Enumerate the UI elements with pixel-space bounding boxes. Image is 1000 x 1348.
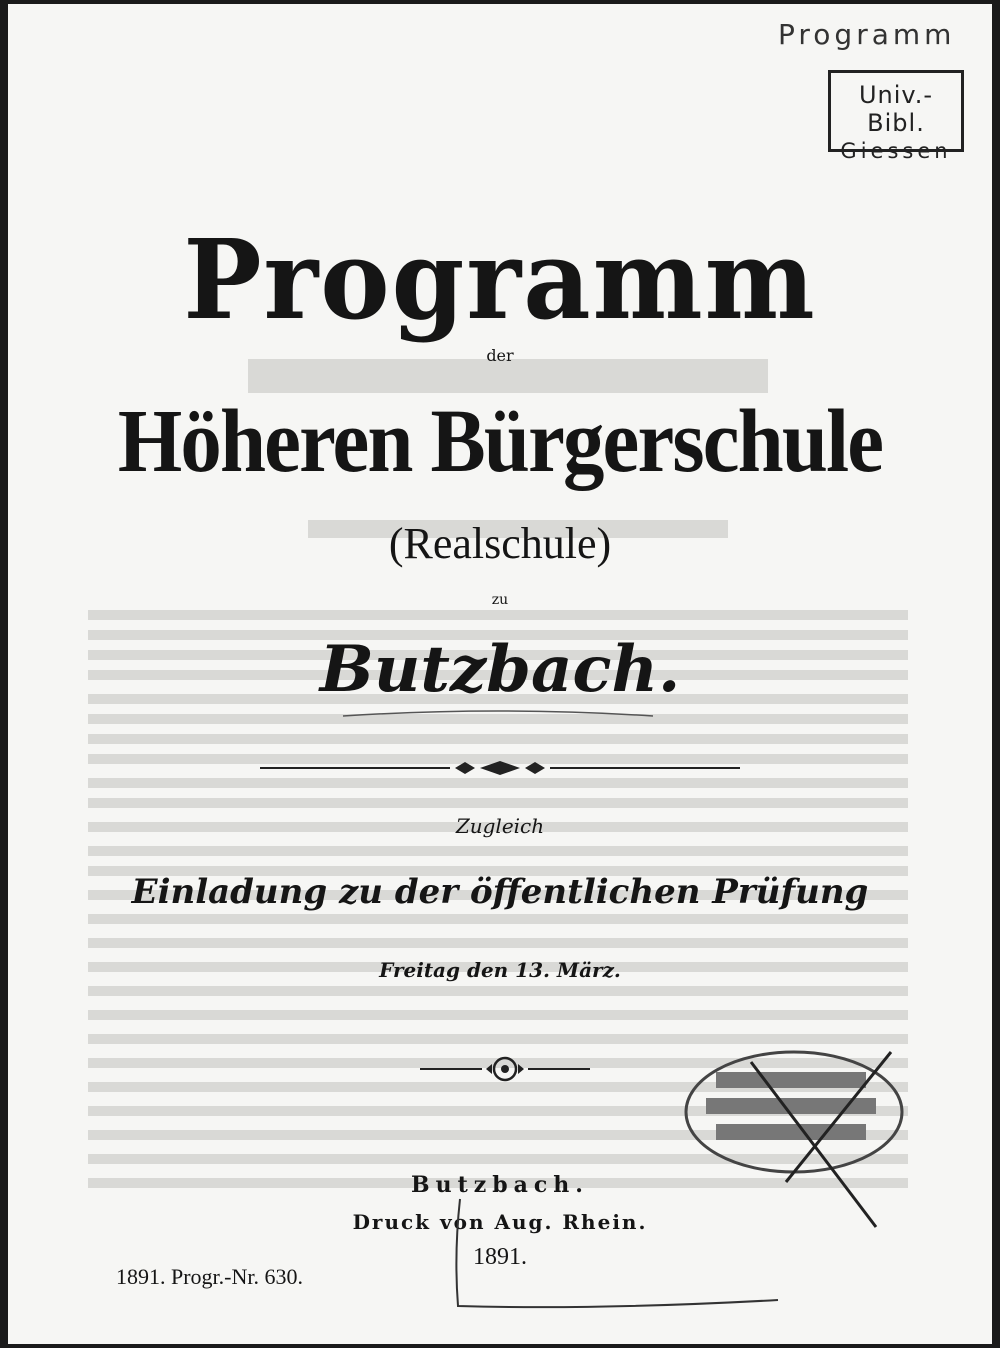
ornament-divider-top xyxy=(260,758,740,778)
title-programm: Programm xyxy=(183,214,817,345)
program-number: 1891. Progr.-Nr. 630. xyxy=(116,1264,303,1289)
zugleich-label: Zugleich xyxy=(455,814,545,838)
library-stamp-line1: Univ.-Bibl. xyxy=(858,81,934,137)
top-stamp-label: Programm xyxy=(778,18,956,51)
school-subtitle: (Realschule) xyxy=(388,519,612,568)
imprint-year: 1891. xyxy=(473,1244,527,1270)
invitation-text: Einladung zu der öffentlichen Prüfung xyxy=(131,872,869,912)
pencil-mark xyxy=(448,1194,788,1324)
school-name: Höheren Bürgerschule xyxy=(117,392,883,491)
ornament-divider-bottom xyxy=(420,1054,590,1084)
library-stamp-line2: Giessen xyxy=(840,139,952,163)
title-zu: zu xyxy=(491,592,509,608)
title-der: der xyxy=(486,346,514,365)
city-underline-flourish xyxy=(338,704,658,724)
title-page xyxy=(8,4,992,1344)
library-stamp xyxy=(828,70,964,163)
city-name: Butzbach. xyxy=(319,632,681,707)
imprint-place: Butzbach. xyxy=(411,1172,589,1198)
imprint-printer: Druck von Aug. Rhein. xyxy=(352,1210,648,1234)
exam-date: Freitag den 13. März. xyxy=(379,958,621,982)
